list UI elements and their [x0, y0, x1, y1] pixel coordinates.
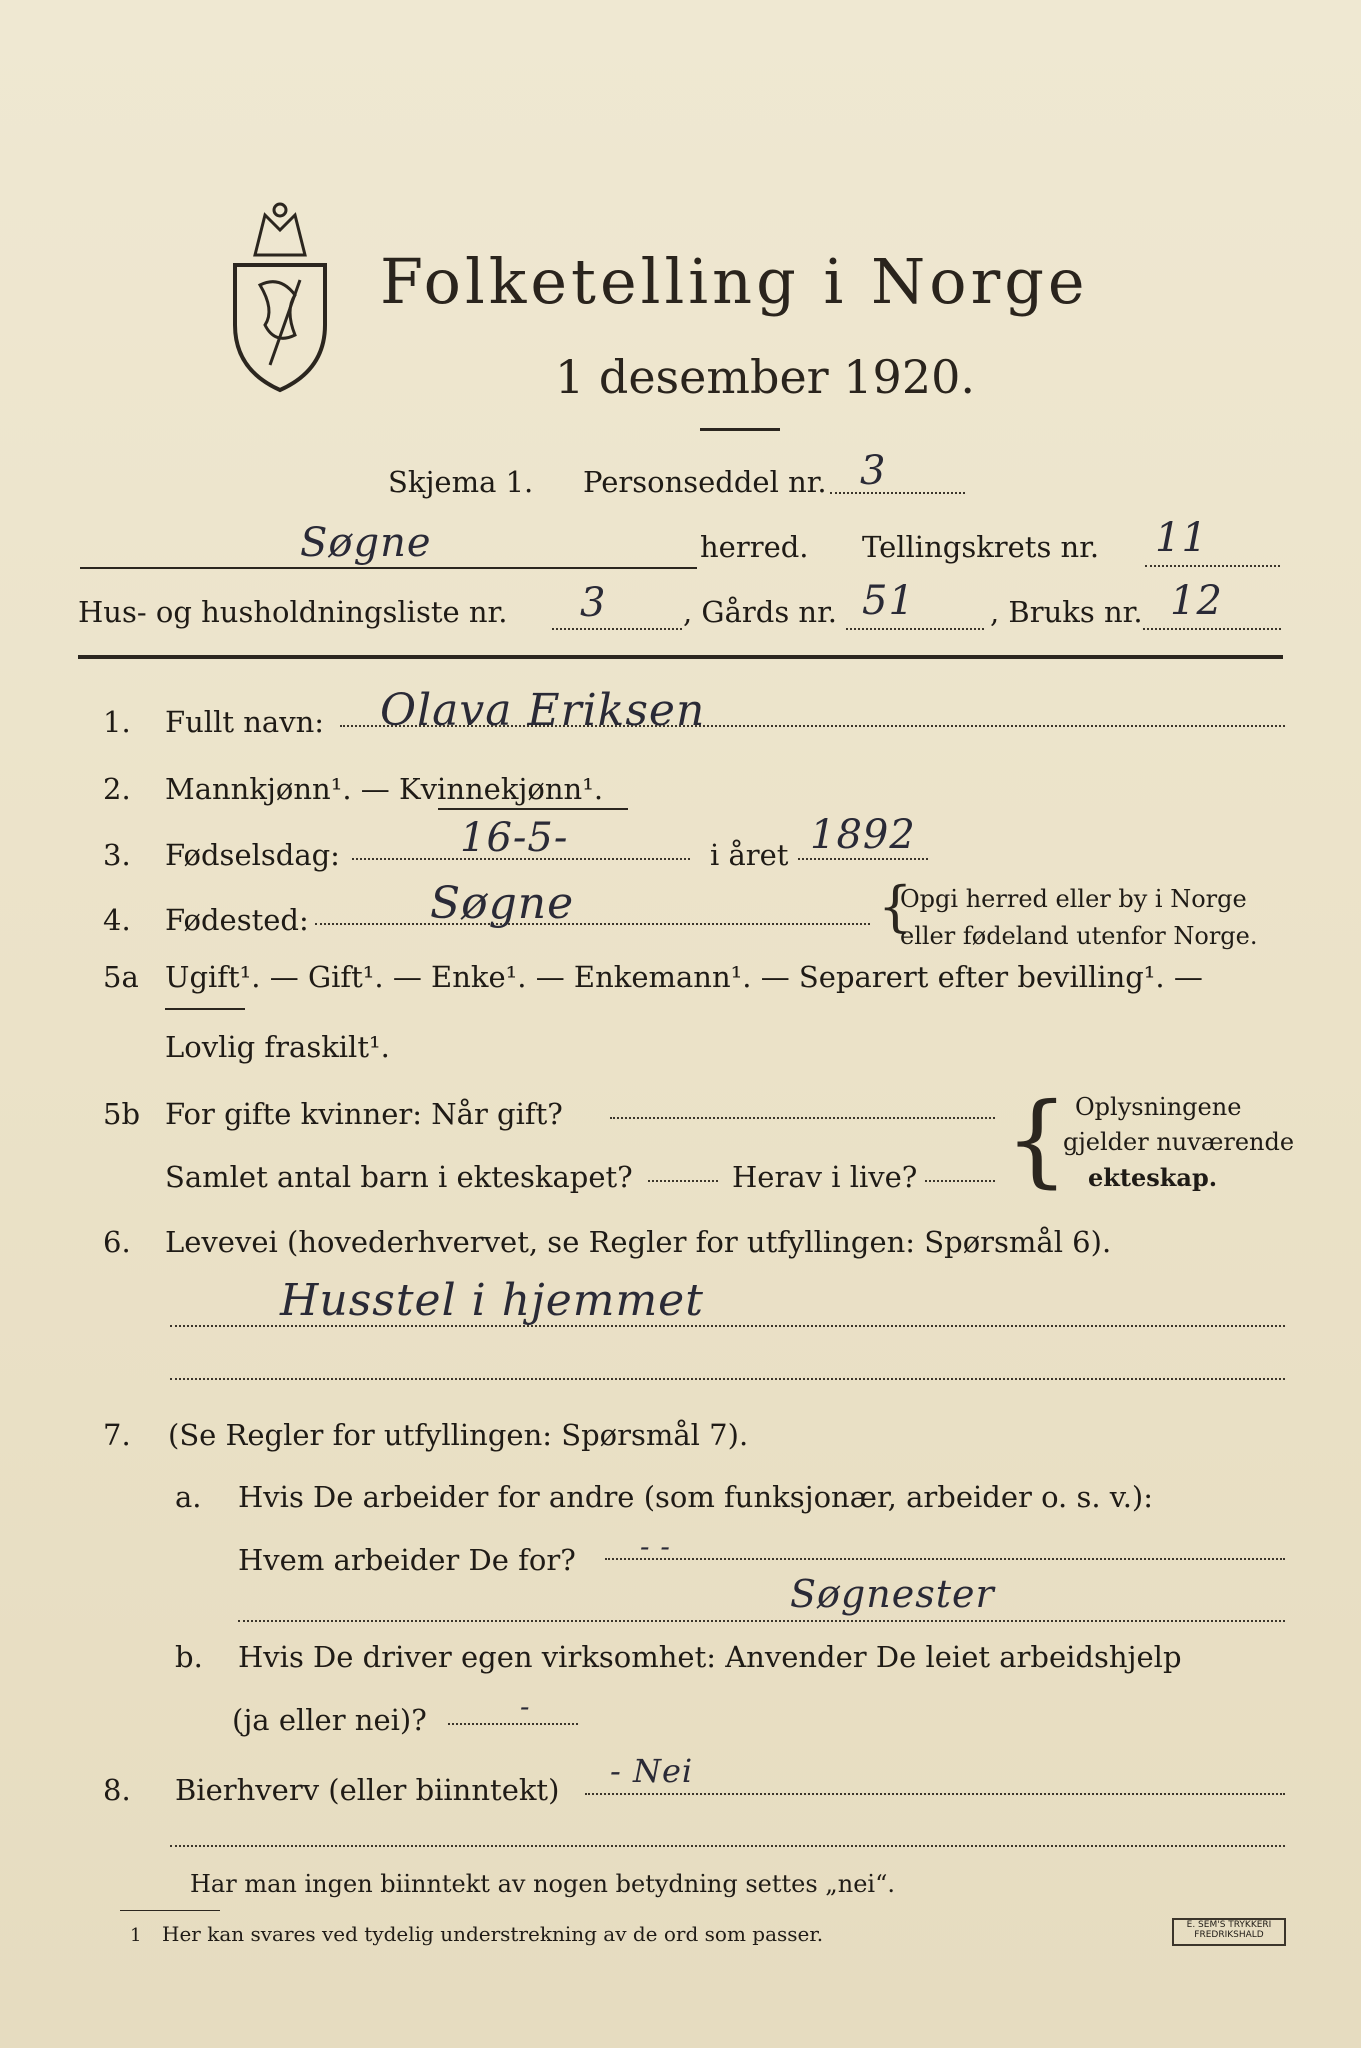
- q5b-line-1-dots: [610, 1117, 995, 1119]
- q5a-line-2: Lovlig fraskilt¹.: [165, 1030, 390, 1064]
- q5b-note-2: gjelder nuværende: [1063, 1128, 1295, 1156]
- skjema-label: Skjema 1.: [388, 465, 534, 499]
- herred-line: [80, 567, 697, 569]
- q4-brace: {: [878, 875, 913, 938]
- bruks-value: 12: [1170, 578, 1223, 624]
- q5b-line-1: For gifte kvinner: Når gift?: [165, 1097, 563, 1131]
- q3-year-label: i året: [710, 838, 789, 872]
- q7b-line-2-dots: [448, 1723, 578, 1725]
- footnote-mark: 1: [130, 1925, 142, 1946]
- q5a-line-1: Ugift¹. — Gift¹. — Enke¹. — Enkemann¹. — Separert efter bevilling¹. —: [165, 960, 1203, 994]
- q3-number: 3.: [103, 838, 131, 872]
- footnote-rule: [120, 1910, 220, 1911]
- personseddel-label: Personseddel nr.: [583, 465, 827, 499]
- footer-note: Har man ingen biinntekt av nogen betydning settes „nei“.: [190, 1870, 895, 1898]
- q8-line: [585, 1793, 1285, 1795]
- q6-label: Levevei (hovederhvervet, se Regler for utfyllingen: Spørsmål 6).: [165, 1225, 1112, 1259]
- census-date: 1 desember 1920.: [555, 350, 975, 404]
- q1-label: Fullt navn:: [165, 705, 325, 739]
- herred-label: herred.: [700, 530, 809, 564]
- tellingskrets-value: 11: [1155, 515, 1208, 561]
- q5b-line-2b-dots: [925, 1180, 995, 1182]
- coat-of-arms-icon: [225, 195, 335, 395]
- gards-value: 51: [862, 578, 915, 624]
- q6-line-2: [170, 1378, 1285, 1380]
- q7a-letter: a.: [175, 1480, 202, 1514]
- q7b-letter: b.: [175, 1640, 203, 1674]
- q1-number: 1.: [103, 705, 131, 739]
- q7a-value-2: Søgnester: [790, 1572, 995, 1616]
- q3-value: 16-5-: [460, 815, 569, 861]
- q7a-line-3-dots: [238, 1620, 1285, 1622]
- header-divider: [78, 655, 1283, 659]
- bruks-line: [1143, 628, 1281, 630]
- husliste-line: [552, 628, 682, 630]
- q8-value: - Nei: [610, 1752, 694, 1790]
- gards-label: , Gårds nr.: [683, 595, 837, 629]
- q5a-underline: [165, 1008, 245, 1010]
- q4-label: Fødested:: [165, 903, 309, 937]
- q5b-note-1: Oplysningene: [1075, 1093, 1242, 1121]
- bruks-label: , Bruks nr.: [990, 595, 1143, 629]
- herred-value: Søgne: [300, 520, 432, 566]
- husliste-label: Hus- og husholdningsliste nr.: [78, 595, 508, 629]
- tellingskrets-label: Tellingskrets nr.: [862, 530, 1100, 564]
- tellingskrets-line: [1145, 565, 1280, 567]
- q5b-brace: {: [1005, 1081, 1069, 1198]
- form-title: Folketelling i Norge: [380, 245, 1089, 318]
- q3-label: Fødselsdag:: [165, 838, 340, 872]
- q7b-line-2: (ja eller nei)?: [232, 1703, 427, 1737]
- q7a-line-2: Hvem arbeider De for?: [238, 1543, 576, 1577]
- q7a-line-2-dots: [605, 1558, 1285, 1560]
- q6-line-1: [170, 1325, 1285, 1327]
- q7b-value: -: [520, 1690, 531, 1723]
- q8-number: 8.: [103, 1773, 131, 1807]
- footnote-text: Her kan svares ved tydelig understrekning av de ord som passer.: [162, 1922, 824, 1946]
- q2-underline: [438, 808, 628, 810]
- q3-year-line: [798, 858, 928, 860]
- q5b-number: 5b: [103, 1097, 141, 1131]
- q7-number: 7.: [103, 1418, 131, 1452]
- q2-label: Mannkjønn¹. — Kvinnekjønn¹.: [165, 772, 604, 806]
- q6-value: Husstel i hjemmet: [280, 1275, 704, 1326]
- q4-number: 4.: [103, 903, 131, 937]
- q3-year-value: 1892: [810, 812, 916, 858]
- q6-number: 6.: [103, 1225, 131, 1259]
- husliste-value: 3: [580, 580, 607, 626]
- gards-line: [846, 628, 984, 630]
- q2-number: 2.: [103, 772, 131, 806]
- personseddel-value: 3: [860, 448, 887, 494]
- q4-line: [315, 923, 870, 925]
- q7a-line-1: Hvis De arbeider for andre (som funksjonær, arbeider o. s. v.):: [238, 1480, 1154, 1514]
- q7-label: (Se Regler for utfyllingen: Spørsmål 7).: [168, 1418, 749, 1452]
- q5a-number: 5a: [103, 960, 139, 994]
- q5b-line-2a-dots: [648, 1180, 718, 1182]
- q8-line-2: [170, 1845, 1285, 1847]
- q1-value: Olava Eriksen: [380, 685, 706, 736]
- printer-stamp: E. SEM'S TRYKKERI FREDRIKSHALD: [1172, 1918, 1286, 1946]
- personseddel-line: [830, 492, 965, 494]
- q5b-line-2a: Samlet antal barn i ekteskapet?: [165, 1160, 633, 1194]
- q5b-note-3: ekteskap.: [1088, 1163, 1218, 1192]
- q4-value: Søgne: [430, 878, 575, 929]
- q4-note-1: Opgi herred eller by i Norge: [900, 885, 1247, 913]
- title-separator: [700, 428, 780, 431]
- q4-note-2: eller fødeland utenfor Norge.: [900, 922, 1258, 950]
- q7b-line-1: Hvis De driver egen virksomhet: Anvender De leiet arbeidshjelp: [238, 1640, 1182, 1674]
- q7a-value-1: - -: [640, 1530, 671, 1563]
- q5b-line-2b: Herav i live?: [732, 1160, 918, 1194]
- q8-label: Bierhverv (eller biinntekt): [175, 1773, 560, 1807]
